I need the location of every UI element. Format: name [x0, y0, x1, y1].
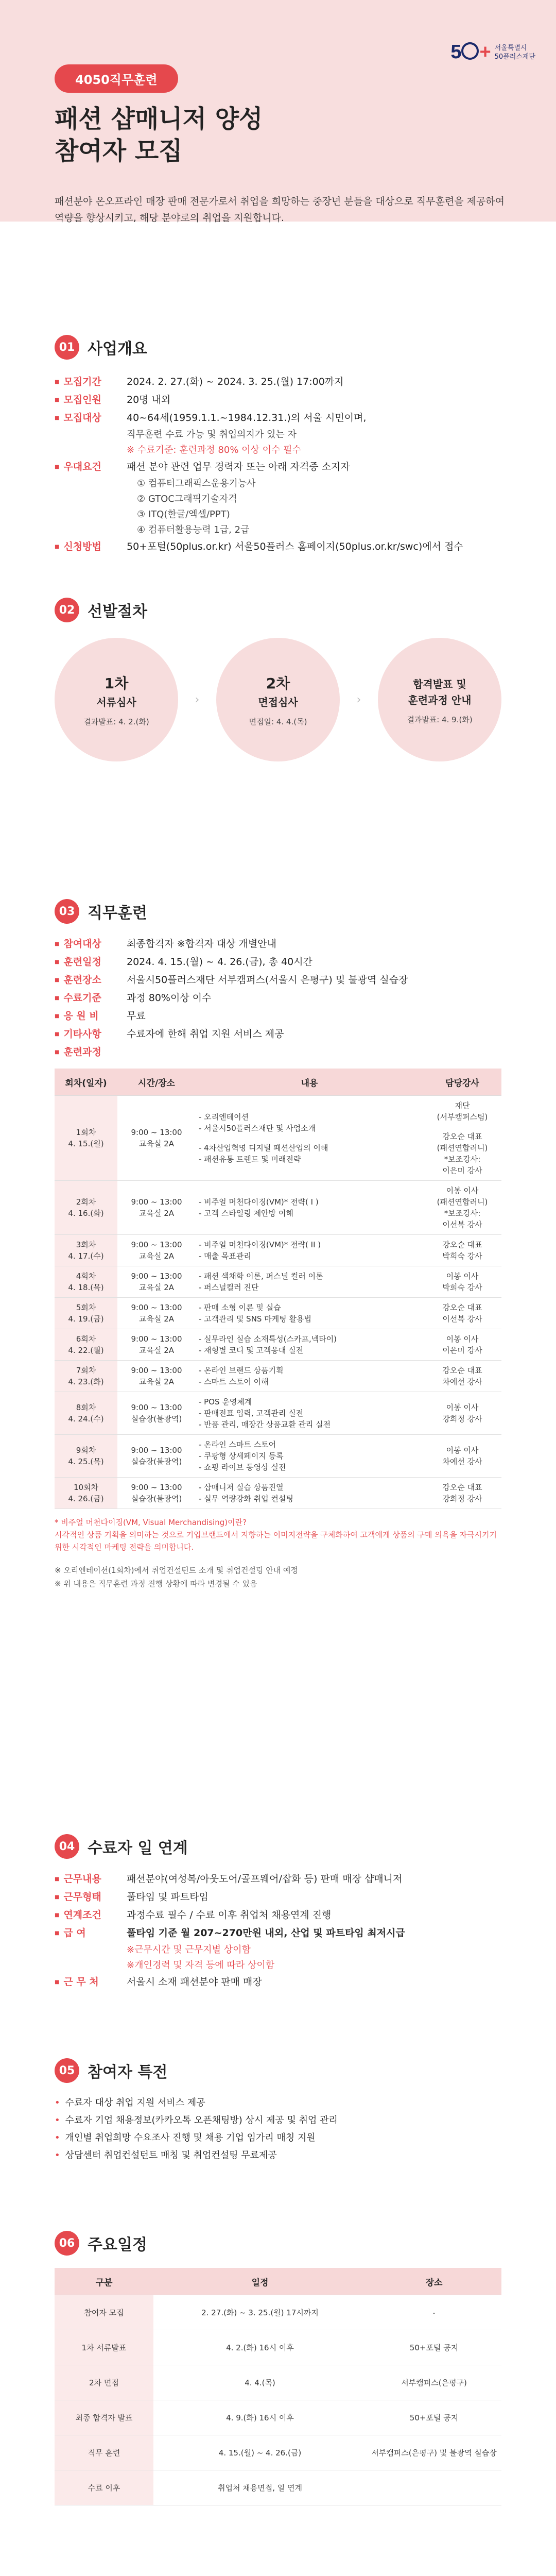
pref-item: ④ 컴퓨터활용능력 1급, 2급 — [137, 524, 250, 535]
section-title: 직무훈련 — [88, 904, 147, 922]
session-cell — [55, 1298, 117, 1329]
section-title: 주요일정 — [88, 2236, 147, 2254]
pref-item: ③ ITQ(한글/엑셀/PPT) — [137, 509, 230, 520]
table-row — [55, 1096, 501, 1181]
table-row — [55, 1435, 501, 1478]
session-date: 4. 25.(목) — [68, 1457, 104, 1466]
teacher-line: 이선복 강사 — [442, 1314, 482, 1324]
teacher-cell — [423, 1235, 501, 1266]
time-cell — [117, 1235, 196, 1266]
section-overview — [55, 335, 501, 556]
info-value: 무료 — [127, 1010, 146, 1022]
session-place: 교육실 2A — [138, 1377, 175, 1386]
session-time: 9:00 ~ 13:00 — [131, 1446, 182, 1455]
content-cell — [196, 1096, 423, 1181]
content-line: - 온라인 스마트 스토어 — [199, 1440, 276, 1449]
time-cell — [117, 1181, 196, 1235]
teacher-cell — [423, 1329, 501, 1361]
teacher-line: (패션연합러니) — [437, 1143, 488, 1153]
teacher-cell — [423, 1435, 501, 1478]
session-label: 2회차 — [76, 1197, 96, 1207]
session-label: 9회차 — [76, 1446, 96, 1455]
content-cell — [196, 1329, 423, 1361]
content-cell — [196, 1235, 423, 1266]
step-circle: 1차 서류심사 결과발표: 4. 2.(화) — [55, 638, 178, 761]
content-line: - 실무 역량강화 취업 컨설팅 — [199, 1494, 293, 1503]
teacher-line: 이봉 이사 — [446, 1403, 479, 1412]
section-schedule — [55, 2231, 501, 2505]
benefit-item: • 수료자 대상 취업 지원 서비스 제공 — [55, 2094, 501, 2112]
time-cell — [117, 1435, 196, 1478]
session-time: 9:00 ~ 13:00 — [131, 1197, 182, 1207]
step-circle: 2차 면접심사 면접일: 4. 4.(목) — [216, 638, 340, 761]
teacher-line: 이봉 이사 — [446, 1272, 479, 1281]
info-label: ■ 훈련과정 — [55, 1043, 127, 1061]
content-line: - POS 운영체계 — [199, 1397, 252, 1406]
schedule-date: 취업처 채용면접, 일 연계 — [153, 2470, 367, 2505]
schedule-category: 2차 면접 — [55, 2365, 153, 2400]
section-title: 사업개요 — [88, 340, 147, 358]
table-row — [55, 1266, 501, 1298]
table-row — [55, 2470, 501, 2505]
content-line: - 패션유통 트렌드 및 미래전략 — [199, 1155, 301, 1164]
title-line1: 패션 샵매니저 양성 — [55, 105, 263, 133]
schedule-category: 최종 합격자 발표 — [55, 2400, 153, 2435]
benefit-item: • 상담센터 취업컨설턴트 매칭 및 취업컨설팅 무료제공 — [55, 2147, 501, 2164]
content-line: - 판매전표 입력, 고객관리 실전 — [199, 1409, 304, 1418]
session-place: 실습장(불광역) — [131, 1457, 182, 1466]
info-row: ■ 급 여 풀타임 기준 월 207~270만원 내외, 산업 및 파트타임 최저시급 — [55, 1924, 501, 1942]
table-row — [55, 2365, 501, 2400]
content-line: - 실무라인 실습 소재특성(스카프,넥타이) — [199, 1334, 337, 1344]
teacher-line: 차예선 강사 — [442, 1457, 482, 1466]
step-circle: 합격발표 및 훈련과정 안내 결과발표: 4. 9.(화) — [378, 638, 501, 761]
session-place: 실습장(불광역) — [131, 1494, 182, 1503]
table-row — [55, 1478, 501, 1509]
teacher-cell — [423, 1096, 501, 1181]
table-row — [55, 2295, 501, 2330]
content-line: - 오리엔테이션 — [199, 1112, 249, 1122]
session-label: 10회차 — [73, 1483, 99, 1492]
content-line — [199, 1134, 420, 1142]
info-row: ■ 연계조건 과정수료 필수 / 수료 이후 취업처 채용연계 진행 — [55, 1906, 501, 1924]
teacher-line: (패션연합러니) — [437, 1197, 488, 1207]
content-cell — [196, 1361, 423, 1392]
logo-text-line1: 서울특별시 — [494, 44, 527, 52]
info-row: ■ 신청방법 50+포털(50plus.or.kr) 서울50플러스 홈페이지(50plus.or.kr/swc)에서 접수 — [55, 538, 501, 556]
teacher-line: 강희정 강사 — [442, 1414, 482, 1423]
session-place: 실습장(불광역) — [131, 1414, 182, 1423]
section-training — [55, 899, 501, 1590]
content-line: - 고객관리 및 SNS 마케팅 활용법 — [199, 1314, 311, 1324]
content-line: - 쇼핑 라이브 동영상 실전 — [199, 1463, 286, 1472]
benefit-item: • 수료자 기업 채용정보(카카오톡 오픈채팅방) 상시 제공 및 취업 관리 — [55, 2112, 501, 2129]
session-date: 4. 23.(화) — [68, 1377, 104, 1386]
schedule-date: 4. 2.(화) 16시 이후 — [153, 2330, 367, 2365]
time-cell — [117, 1096, 196, 1181]
section-number: 02 — [55, 598, 79, 622]
info-label: ■ 훈련장소 — [55, 971, 127, 989]
schedule-category: 직무 훈련 — [55, 2435, 153, 2470]
info-label: ■ 참여대상 — [55, 935, 127, 953]
training-table — [55, 1069, 501, 1509]
table-header: 장소 — [367, 2268, 501, 2295]
content-cell — [196, 1266, 423, 1298]
session-label: 7회차 — [76, 1366, 96, 1375]
session-place: 교육실 2A — [138, 1346, 175, 1355]
schedule-place: 서부캠퍼스(은평구) 및 불광역 실습장 — [367, 2435, 501, 2470]
session-time: 9:00 ~ 13:00 — [131, 1240, 182, 1249]
teacher-line: 차예선 강사 — [442, 1377, 482, 1386]
table-header: 회차(일자) — [55, 1069, 117, 1096]
pref-item: ② GTOC그래픽기술자격 — [137, 494, 237, 504]
table-row — [55, 1181, 501, 1235]
table-header: 내용 — [196, 1069, 423, 1096]
info-value: 최종합격자 ※합격자 대상 개별안내 — [127, 938, 276, 950]
target-sub: 직무훈련 수료 가능 및 취업의지가 있는 자 — [127, 429, 297, 440]
page-title — [55, 103, 263, 167]
section-number: 03 — [55, 899, 79, 924]
session-date: 4. 15.(월) — [68, 1139, 104, 1148]
schedule-place: 50+포털 공지 — [367, 2400, 501, 2435]
session-place: 교육실 2A — [138, 1251, 175, 1261]
content-cell — [196, 1478, 423, 1509]
session-date: 4. 16.(화) — [68, 1209, 104, 1218]
session-date: 4. 17.(수) — [68, 1251, 104, 1261]
session-cell — [55, 1181, 117, 1235]
table-row — [55, 1361, 501, 1392]
pref-item: ① 컴퓨터그래픽스운용기능사 — [137, 478, 256, 489]
session-place: 교육실 2A — [138, 1283, 175, 1292]
time-cell — [117, 1298, 196, 1329]
table-header: 일정 — [153, 2268, 367, 2295]
schedule-category: 참여자 모집 — [55, 2295, 153, 2330]
info-label: ■ 훈련일정 — [55, 953, 127, 971]
section-number: 04 — [55, 1834, 79, 1859]
content-line: - 쿠팡형 상세페이지 등록 — [199, 1451, 284, 1461]
info-row: ■ 모집대상 40~64세(1959.1.1.~1984.12.31.)의 서울 시민이며, — [55, 409, 501, 427]
session-date: 4. 22.(월) — [68, 1346, 104, 1355]
section-number: 06 — [55, 2231, 79, 2256]
info-label: ■ 응 원 비 — [55, 1007, 127, 1025]
content-cell — [196, 1435, 423, 1478]
section-title: 참여자 특전 — [88, 2063, 168, 2081]
teacher-line — [426, 1123, 498, 1131]
info-value — [127, 1043, 501, 1061]
session-cell — [55, 1361, 117, 1392]
schedule-category: 1차 서류발표 — [55, 2330, 153, 2365]
salary-note: ※개인경력 및 자격 등에 따라 상이함 — [127, 1960, 275, 1971]
session-time: 9:00 ~ 13:00 — [131, 1403, 182, 1412]
session-label: 8회차 — [76, 1403, 96, 1412]
brand-logo — [450, 41, 535, 63]
time-cell — [117, 1478, 196, 1509]
info-row — [55, 971, 501, 989]
teacher-cell — [423, 1181, 501, 1235]
schedule-table — [55, 2268, 501, 2505]
info-value: 과정 80%이상 이수 — [127, 992, 212, 1004]
content-line: - 4차산업혁명 디지털 패션산업의 이해 — [199, 1143, 328, 1153]
teacher-line: 강희정 강사 — [442, 1494, 482, 1503]
content-line: - 비주얼 머천다이징(VM)* 전략( I ) — [199, 1197, 319, 1207]
session-cell — [55, 1266, 117, 1298]
teacher-line: 이봉 이사 — [446, 1186, 479, 1195]
time-cell — [117, 1266, 196, 1298]
content-line: - 온라인 브랜드 상품기획 — [199, 1366, 284, 1375]
info-row — [55, 989, 501, 1007]
info-row: ■ 모집기간 2024. 2. 27.(화) ~ 2024. 3. 25.(월) 17:00까지 — [55, 373, 501, 391]
teacher-line: 강오순 대표 — [442, 1132, 482, 1141]
session-label: 6회차 — [76, 1334, 96, 1344]
info-value: 서울시50플러스재단 서부캠퍼스(서울시 은평구) 및 불광역 실습장 — [127, 974, 408, 986]
session-time: 9:00 ~ 13:00 — [131, 1334, 182, 1344]
session-label: 5회차 — [76, 1303, 96, 1312]
schedule-date: 4. 4.(목) — [153, 2365, 367, 2400]
teacher-cell — [423, 1298, 501, 1329]
table-row — [55, 2400, 501, 2435]
title-line2: 참여자 모집 — [55, 137, 183, 165]
content-line: - 패션 색채학 이론, 퍼스널 컬러 이론 — [199, 1272, 323, 1281]
time-cell — [117, 1361, 196, 1392]
info-row: ■ 우대요건 패션 분야 관련 업무 경력자 또는 아래 자격증 소지자 — [55, 458, 501, 476]
content-cell — [196, 1181, 423, 1235]
session-cell — [55, 1329, 117, 1361]
teacher-line: 강오순 대표 — [442, 1366, 482, 1375]
info-value: 2024. 4. 15.(월) ~ 4. 26.(금), 총 40시간 — [127, 956, 312, 968]
info-row — [55, 1007, 501, 1025]
table-row — [55, 1298, 501, 1329]
schedule-date: 2. 27.(화) ~ 3. 25.(월) 17시까지 — [153, 2295, 367, 2330]
session-cell — [55, 1478, 117, 1509]
table-row — [55, 1392, 501, 1435]
teacher-line: 이봉 이사 — [446, 1446, 479, 1455]
teacher-line: *보조강사: — [444, 1209, 481, 1218]
info-label: ■ 기타사항 — [55, 1025, 127, 1043]
info-row — [55, 935, 501, 953]
schedule-date: 4. 9.(화) 16시 이후 — [153, 2400, 367, 2435]
schedule-category: 수료 이후 — [55, 2470, 153, 2505]
teacher-line: 재단 — [455, 1101, 470, 1110]
content-cell — [196, 1298, 423, 1329]
session-place: 교육실 2A — [138, 1139, 175, 1148]
content-line: - 고객 스타일링 제안방 이해 — [199, 1209, 293, 1218]
teacher-line: 박희숙 강사 — [442, 1283, 482, 1292]
info-value: 수료자에 한해 취업 지원 서비스 제공 — [127, 1028, 284, 1040]
table-row — [55, 2330, 501, 2365]
session-label: 1회차 — [76, 1128, 96, 1137]
info-row — [55, 1043, 501, 1061]
salary-note: ※근무시간 및 근무지별 상이함 — [127, 1944, 251, 1955]
footnote: ※ 오리엔테이션(1회차)에서 취업컨설턴트 소개 및 취업컨설팅 안내 예정 — [55, 1566, 298, 1575]
schedule-place: - — [367, 2295, 501, 2330]
info-row: ■ 근 무 처 서울시 소재 패션분야 판매 매장 — [55, 1973, 501, 1991]
content-line: - 매출 목표관리 — [199, 1251, 251, 1261]
info-row: ■ 근무내용 패션분야(여성복/아웃도어/골프웨어/잡화 등) 판매 매장 샵매니저 — [55, 1870, 501, 1888]
table-row — [55, 1329, 501, 1361]
teacher-line: 박희숙 강사 — [442, 1251, 482, 1261]
session-time: 9:00 ~ 13:00 — [131, 1303, 182, 1312]
content-line: - 비주얼 머천다이징(VM)* 전략( II ) — [199, 1240, 321, 1249]
schedule-place: 50+포털 공지 — [367, 2330, 501, 2365]
hero-section — [0, 0, 556, 222]
content-line: - 판매 소형 이론 및 실습 — [199, 1303, 281, 1312]
table-row — [55, 2435, 501, 2470]
info-row: ■ 모집인원 20명 내외 — [55, 391, 501, 409]
session-cell — [55, 1235, 117, 1266]
table-header: 구분 — [55, 2268, 153, 2295]
section-selection — [55, 598, 501, 761]
teacher-cell — [423, 1392, 501, 1435]
content-cell — [196, 1392, 423, 1435]
teacher-line: *보조강사: — [444, 1155, 481, 1164]
teacher-line: 이은미 강사 — [442, 1166, 482, 1175]
session-place: 교육실 2A — [138, 1314, 175, 1324]
schedule-place — [367, 2470, 501, 2505]
section-number: 01 — [55, 335, 79, 360]
target-note: ※ 수료기준: 훈련과정 80% 이상 이수 필수 — [127, 445, 301, 455]
benefit-item: • 개인별 취업희망 수요조사 진행 및 채용 기업 임가리 매칭 지원 — [55, 2129, 501, 2147]
info-row — [55, 953, 501, 971]
section-number: 05 — [55, 2058, 79, 2083]
time-cell — [117, 1392, 196, 1435]
session-label: 3회차 — [76, 1240, 96, 1249]
content-line: - 샵매니저 실습 상품진열 — [199, 1483, 284, 1492]
info-row: ■ 근무형태 풀타임 및 파트타임 — [55, 1888, 501, 1906]
schedule-date: 4. 15.(월) ~ 4. 26.(금) — [153, 2435, 367, 2470]
teacher-line: 강오순 대표 — [442, 1483, 482, 1492]
session-date: 4. 26.(금) — [68, 1494, 104, 1503]
session-place: 교육실 2A — [138, 1209, 175, 1218]
table-header: 담당강사 — [423, 1069, 501, 1096]
section-title: 선발절차 — [88, 603, 147, 621]
teacher-line: 이봉 이사 — [446, 1334, 479, 1344]
session-cell — [55, 1392, 117, 1435]
content-line: - 서울시50플러스재단 및 사업소개 — [199, 1124, 316, 1133]
teacher-cell — [423, 1266, 501, 1298]
content-line: - 퍼스널컬러 진단 — [199, 1283, 259, 1292]
intro-text: 패션분야 온오프라인 매장 판매 전문가로서 취업을 희망하는 중장년 분들을 대상으로 직무훈련을 제공하여 역량을 향상시키고, 해당 분야로의 취업을 지원합니다. — [55, 196, 505, 224]
teacher-cell — [423, 1478, 501, 1509]
chevron-right-icon: › — [356, 693, 361, 706]
session-label: 4회차 — [76, 1272, 96, 1281]
program-badge: 4050직무훈련 — [55, 64, 178, 93]
logo-mark-icon: 5 + — [450, 41, 491, 63]
content-line: - 스마트 스토어 이해 — [199, 1377, 269, 1386]
time-cell — [117, 1329, 196, 1361]
info-row — [55, 1025, 501, 1043]
content-line: - 재형별 코디 및 고객응대 실전 — [199, 1346, 304, 1355]
teacher-cell — [423, 1361, 501, 1392]
teacher-line: 강오순 대표 — [442, 1240, 482, 1249]
session-time: 9:00 ~ 13:00 — [131, 1272, 182, 1281]
section-title: 수료자 일 연계 — [88, 1839, 188, 1857]
table-row — [55, 1235, 501, 1266]
teacher-line: 이선복 강사 — [442, 1220, 482, 1229]
teacher-line: (서부캠퍼스팀) — [437, 1112, 488, 1122]
session-date: 4. 19.(금) — [68, 1314, 104, 1324]
session-time: 9:00 ~ 13:00 — [131, 1128, 182, 1137]
session-time: 9:00 ~ 13:00 — [131, 1366, 182, 1375]
section-job-link — [55, 1834, 501, 1991]
schedule-place: 서부캠퍼스(은평구) — [367, 2365, 501, 2400]
session-cell — [55, 1096, 117, 1181]
content-line: - 반품 관리, 매장간 상품교환 관리 실전 — [199, 1420, 331, 1429]
table-header: 시간/장소 — [117, 1069, 196, 1096]
section-benefits — [55, 2058, 501, 2164]
session-date: 4. 18.(목) — [68, 1283, 104, 1292]
teacher-line: 강오순 대표 — [442, 1303, 482, 1312]
session-cell — [55, 1435, 117, 1478]
info-label: ■ 수료기준 — [55, 989, 127, 1007]
teacher-line: 이은미 강사 — [442, 1346, 482, 1355]
vm-note-title: * 비주얼 머천다이징(VM, Visual Merchandising)이란? — [55, 1518, 247, 1527]
vm-note-body: 시각적인 상품 기획을 의미하는 것으로 기업브랜드에서 지향하는 이미지전략을 구체화하여 고객에게 상품의 구매 의욕을 자극시키기 위한 시각적인 마케팅 전략을 의미합니다. — [55, 1530, 497, 1552]
logo-text-line2: 50플러스재단 — [494, 53, 535, 61]
session-date: 4. 24.(수) — [68, 1414, 104, 1423]
footnote: ※ 위 내용은 직무훈련 과정 진행 상황에 따라 변경될 수 있음 — [55, 1579, 257, 1588]
session-time: 9:00 ~ 13:00 — [131, 1483, 182, 1492]
chevron-right-icon: › — [195, 693, 200, 706]
